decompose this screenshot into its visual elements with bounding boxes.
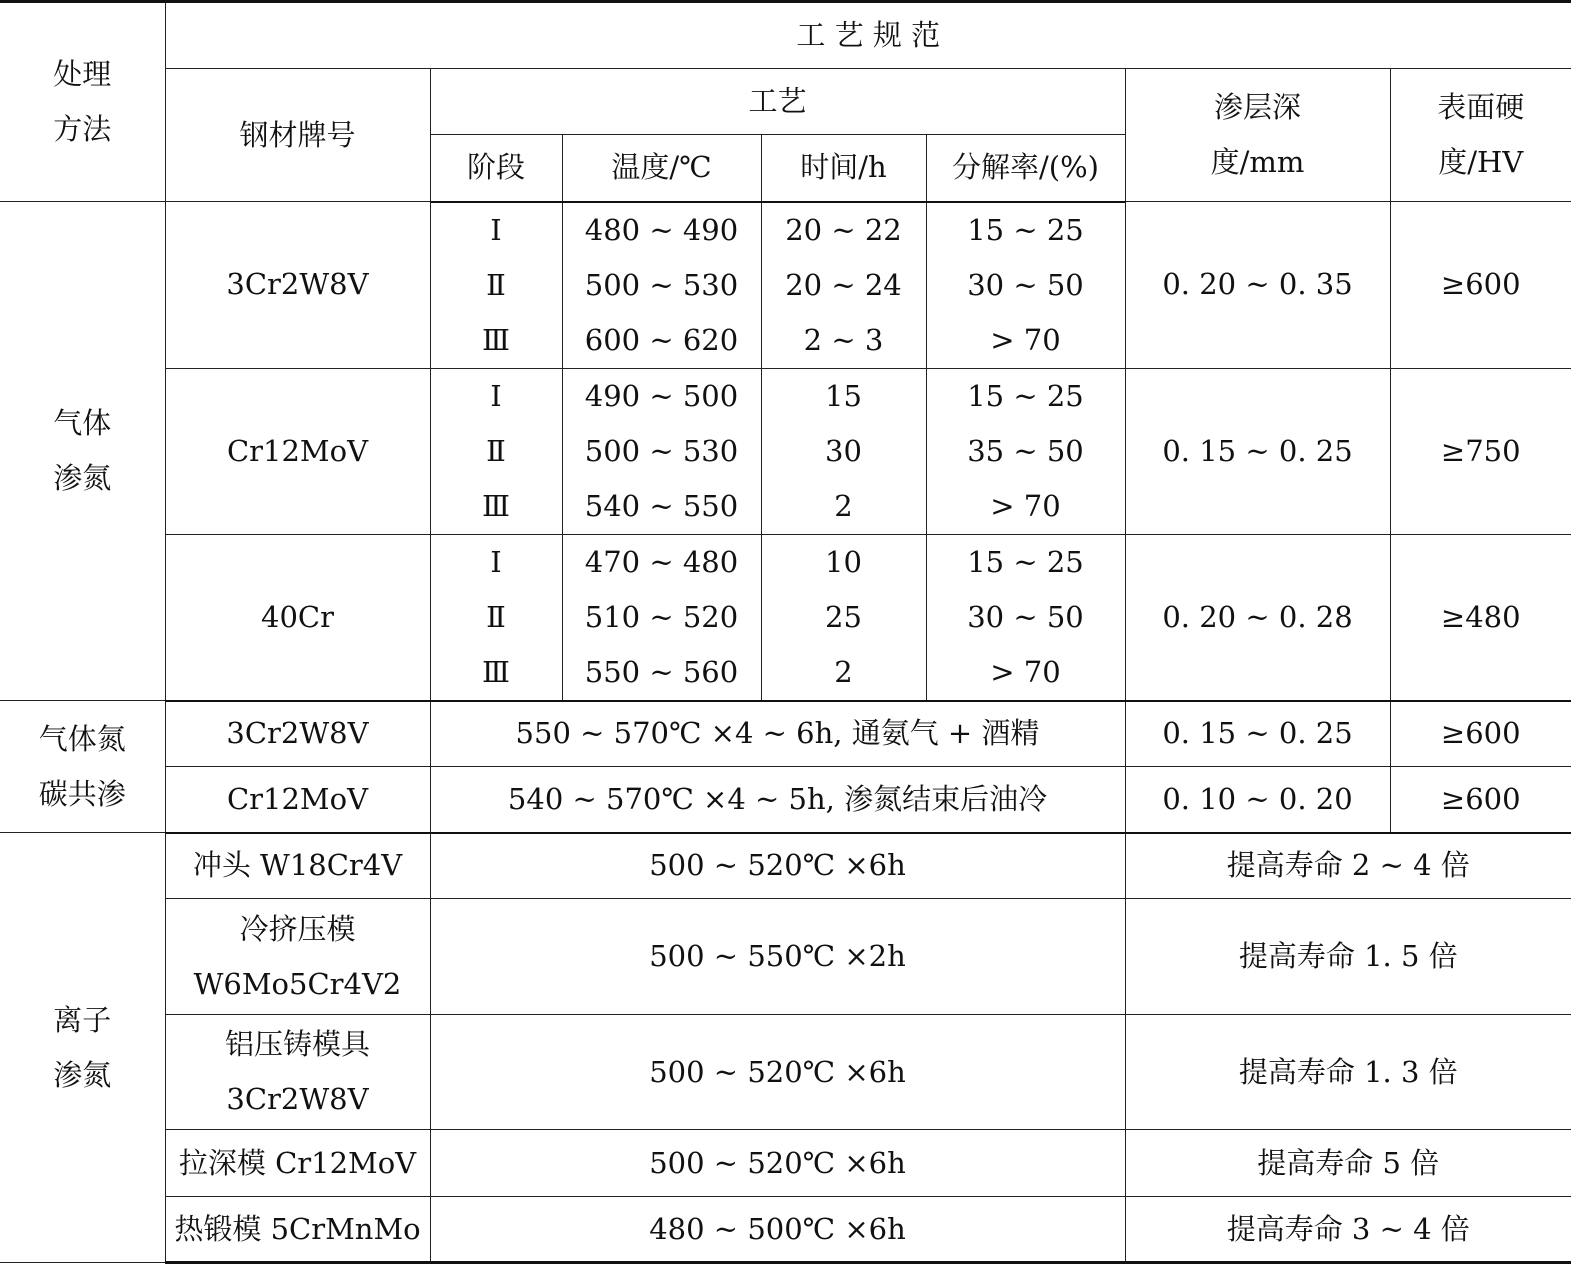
hardness-cell: ≥600 [1390, 767, 1571, 833]
steel-grade: 冲头 W18Cr4V [165, 833, 430, 899]
depth-cell: 0. 10 ~ 0. 20 [1125, 767, 1390, 833]
steel-grade: Cr12MoV [165, 368, 430, 534]
result-cell: 提高寿命 3 ~ 4 倍 [1125, 1197, 1571, 1263]
header-spec: 工 艺 规 范 [165, 2, 1571, 69]
steel-grade: 铝压铸模具 3Cr2W8V [165, 1015, 430, 1130]
steel-grade: 热锻模 5CrMnMo [165, 1197, 430, 1263]
result-cell: 提高寿命 1. 5 倍 [1125, 899, 1571, 1015]
process-cell: 540 ~ 570℃ ×4 ~ 5h, 渗氮结束后油冷 [430, 767, 1125, 833]
time-cell: 20 ~ 22 20 ~ 24 2 ~ 3 [761, 202, 926, 369]
stage-cell: Ⅰ Ⅱ Ⅲ [430, 368, 562, 534]
process-cell: 500 ~ 520℃ ×6h [430, 1015, 1125, 1130]
header-stage: 阶段 [430, 135, 562, 202]
hardness-cell: ≥600 [1390, 202, 1571, 369]
method-gas-nitriding: 气体 渗氮 [0, 202, 165, 701]
header-depth: 渗层深 度/mm [1125, 69, 1390, 202]
temp-cell: 480 ~ 490 500 ~ 530 600 ~ 620 [562, 202, 761, 369]
depth-cell: 0. 15 ~ 0. 25 [1125, 701, 1390, 767]
result-cell: 提高寿命 1. 3 倍 [1125, 1015, 1571, 1130]
header-time: 时间/h [761, 135, 926, 202]
result-cell: 提高寿命 5 倍 [1125, 1130, 1571, 1197]
hardness-cell: ≥750 [1390, 368, 1571, 534]
depth-cell: 0. 20 ~ 0. 35 [1125, 202, 1390, 369]
header-temp: 温度/℃ [562, 135, 761, 202]
header-hardness: 表面硬 度/HV [1390, 69, 1571, 202]
process-cell: 480 ~ 500℃ ×6h [430, 1197, 1125, 1263]
decomp-cell: 15 ~ 25 35 ~ 50 > 70 [926, 368, 1125, 534]
temp-cell: 470 ~ 480 510 ~ 520 550 ~ 560 [562, 534, 761, 701]
steel-grade: 冷挤压模 W6Mo5Cr4V2 [165, 899, 430, 1015]
process-cell: 500 ~ 520℃ ×6h [430, 1130, 1125, 1197]
hardness-cell: ≥600 [1390, 701, 1571, 767]
depth-cell: 0. 20 ~ 0. 28 [1125, 534, 1390, 701]
temp-cell: 490 ~ 500 500 ~ 530 540 ~ 550 [562, 368, 761, 534]
process-cell: 500 ~ 520℃ ×6h [430, 833, 1125, 899]
result-cell: 提高寿命 2 ~ 4 倍 [1125, 833, 1571, 899]
steel-grade: 拉深模 Cr12MoV [165, 1130, 430, 1197]
steel-grade: 3Cr2W8V [165, 701, 430, 767]
stage-cell: Ⅰ Ⅱ Ⅲ [430, 202, 562, 369]
steel-grade: 3Cr2W8V [165, 202, 430, 369]
steel-grade: 40Cr [165, 534, 430, 701]
hardness-cell: ≥480 [1390, 534, 1571, 701]
time-cell: 15 30 2 [761, 368, 926, 534]
steel-grade: Cr12MoV [165, 767, 430, 833]
stage-cell: Ⅰ Ⅱ Ⅲ [430, 534, 562, 701]
method-ion-nitriding: 离子 渗氮 [0, 833, 165, 1263]
decomp-cell: 15 ~ 25 30 ~ 50 > 70 [926, 534, 1125, 701]
depth-cell: 0. 15 ~ 0. 25 [1125, 368, 1390, 534]
decomp-cell: 15 ~ 25 30 ~ 50 > 70 [926, 202, 1125, 369]
header-steel: 钢材牌号 [165, 69, 430, 202]
header-decomp: 分解率/(%) [926, 135, 1125, 202]
header-process: 工艺 [430, 69, 1125, 135]
process-cell: 550 ~ 570℃ ×4 ~ 6h, 通氨气 + 酒精 [430, 701, 1125, 767]
header-method: 处理 方法 [0, 2, 165, 202]
process-cell: 500 ~ 550℃ ×2h [430, 899, 1125, 1015]
method-nitrocarburizing: 气体氮 碳共渗 [0, 701, 165, 833]
time-cell: 10 25 2 [761, 534, 926, 701]
